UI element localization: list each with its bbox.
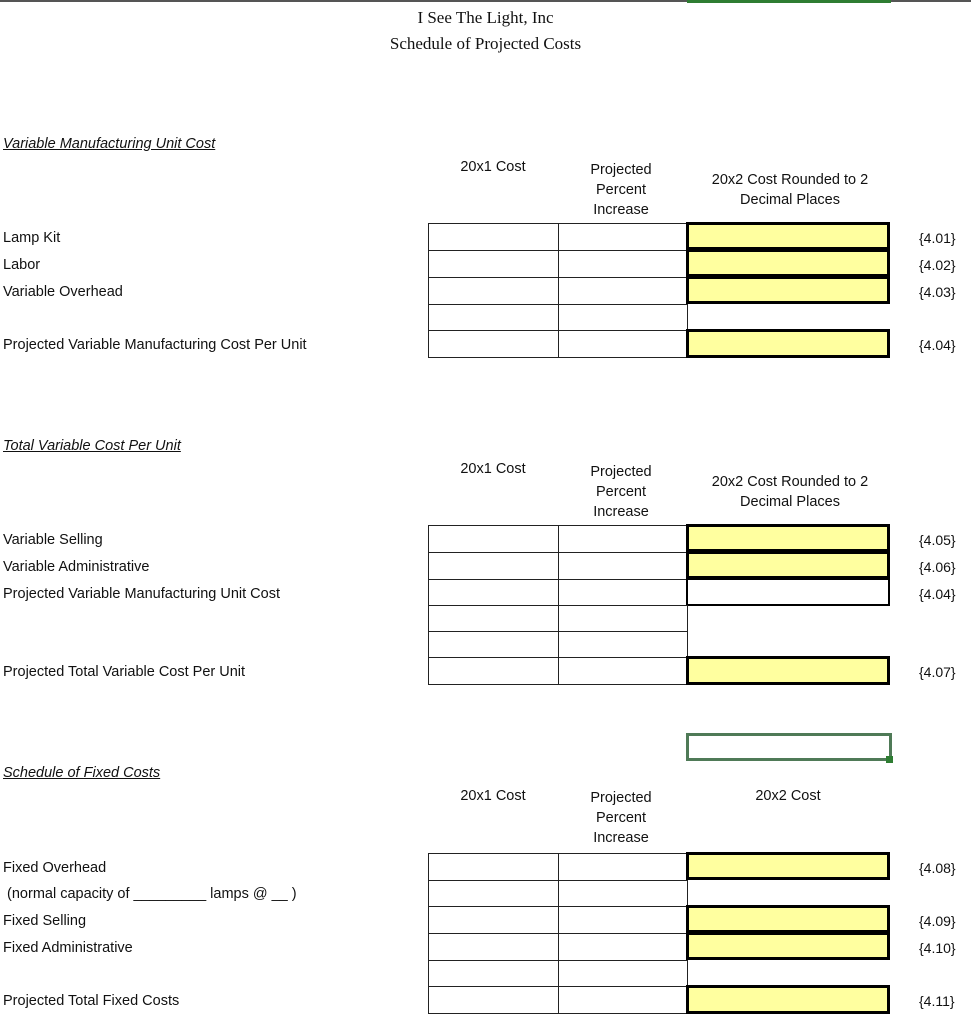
row-label-projected-total-var-cost: Projected Total Variable Cost Per Unit (3, 664, 246, 680)
cell-blank-20x1[interactable] (428, 605, 559, 632)
cell-total-fixed-percent[interactable] (558, 986, 688, 1014)
ref-label: {4.02} (919, 257, 956, 273)
ref-label: {4.03} (919, 284, 956, 300)
cell-variable-selling-20x1[interactable] (428, 525, 559, 553)
row-label-projected-total-fixed: Projected Total Fixed Costs (3, 993, 180, 1009)
answer-cell-fixed-overhead[interactable] (686, 852, 890, 880)
answer-cell-variable-selling[interactable] (686, 524, 890, 552)
col-header-20x2-cost: 20x2 Cost Rounded to 2 Decimal Places (711, 474, 869, 510)
row-label-variable-overhead: Variable Overhead (3, 284, 123, 300)
row-label-lamp-kit: Lamp Kit (3, 230, 61, 246)
cell-fixed-selling-percent[interactable] (558, 906, 688, 934)
cell-blank-percent[interactable] (558, 304, 688, 332)
cell-var-mfg-unit-20x1[interactable] (428, 579, 559, 607)
row-label-fixed-administrative: Fixed Administrative (3, 940, 133, 956)
ref-label: {4.08} (919, 860, 956, 876)
cell-blank-percent[interactable] (558, 631, 688, 658)
section-title-total-variable-cost: Total Variable Cost Per Unit (3, 438, 181, 454)
answer-cell-lamp-kit[interactable] (686, 222, 890, 250)
ref-label: {4.01} (919, 230, 956, 246)
cell-total-fixed-20x1[interactable] (428, 986, 559, 1014)
row-label-labor: Labor (3, 257, 41, 273)
selected-column-indicator (687, 0, 891, 3)
answer-cell-var-mfg-total[interactable] (686, 329, 890, 358)
row-label-normal-capacity: (normal capacity of _________ lamps @ __ ) (3, 886, 297, 902)
cell-normal-capacity-20x1[interactable] (428, 880, 559, 907)
col-header-20x1-cost: 20x1 Cost (460, 461, 526, 477)
cell-total-var-cost-20x1[interactable] (428, 657, 559, 685)
ref-label: {4.04} (919, 586, 956, 602)
col-header-20x2-cost: 20x2 Cost Rounded to 2 Decimal Places (711, 172, 869, 208)
answer-cell-variable-admin[interactable] (686, 551, 890, 579)
answer-cell-total-var-cost[interactable] (686, 656, 890, 685)
answer-cell-fixed-selling[interactable] (686, 905, 890, 933)
section-title-fixed-costs: Schedule of Fixed Costs (3, 765, 161, 781)
cell-lamp-kit-percent[interactable] (558, 223, 688, 251)
schedule-title: Schedule of Projected Costs (389, 34, 582, 53)
cell-blank-20x1[interactable] (428, 960, 559, 987)
ref-label: {4.10} (919, 940, 956, 956)
col-header-projected-percent: Projected Percent Increase (590, 790, 652, 846)
row-label-variable-administrative: Variable Administrative (3, 559, 150, 575)
cell-variable-admin-20x1[interactable] (428, 552, 559, 580)
cell-labor-20x1[interactable] (428, 250, 559, 278)
answer-cell-labor[interactable] (686, 249, 890, 277)
ref-label: {4.11} (919, 993, 955, 1009)
cell-fixed-overhead-percent[interactable] (558, 853, 688, 881)
row-label-projected-var-mfg-cost: Projected Variable Manufacturing Cost Per Unit (3, 337, 307, 353)
cell-blank-percent[interactable] (558, 605, 688, 632)
cell-var-mfg-unit-20x2[interactable] (686, 578, 890, 606)
col-header-projected-percent: Projected Percent Increase (590, 464, 652, 520)
ref-label: {4.04} (919, 337, 956, 353)
row-label-variable-selling: Variable Selling (3, 532, 103, 548)
fill-handle[interactable] (886, 756, 893, 763)
answer-cell-variable-overhead[interactable] (686, 276, 890, 304)
cell-total-var-cost-percent[interactable] (558, 657, 688, 685)
cell-fixed-admin-20x1[interactable] (428, 933, 559, 961)
cell-blank-20x1[interactable] (428, 304, 559, 332)
ref-label: {4.09} (919, 913, 956, 929)
cell-lamp-kit-20x1[interactable] (428, 223, 559, 251)
cell-blank-percent[interactable] (558, 960, 688, 987)
answer-cell-total-fixed[interactable] (686, 985, 890, 1014)
active-cell-selection[interactable] (686, 733, 892, 761)
cell-fixed-selling-20x1[interactable] (428, 906, 559, 934)
ref-label: {4.05} (919, 532, 956, 548)
cell-labor-percent[interactable] (558, 250, 688, 278)
cell-var-mfg-total-20x1[interactable] (428, 330, 559, 358)
ref-label: {4.07} (919, 664, 956, 680)
row-label-projected-var-mfg-unit-cost: Projected Variable Manufacturing Unit Cost (3, 586, 280, 602)
row-label-fixed-selling: Fixed Selling (3, 913, 87, 929)
cell-var-mfg-unit-percent[interactable] (558, 579, 688, 607)
cell-variable-admin-percent[interactable] (558, 552, 688, 580)
company-title: I See The Light, Inc (417, 8, 554, 27)
col-header-20x2-cost: 20x2 Cost (755, 788, 821, 804)
cell-fixed-admin-percent[interactable] (558, 933, 688, 961)
cell-var-mfg-total-percent[interactable] (558, 330, 688, 358)
col-header-20x1-cost: 20x1 Cost (460, 788, 526, 804)
cell-blank-20x1[interactable] (428, 631, 559, 658)
cell-variable-overhead-percent[interactable] (558, 277, 688, 305)
cell-variable-overhead-20x1[interactable] (428, 277, 559, 305)
cell-fixed-overhead-20x1[interactable] (428, 853, 559, 881)
row-label-fixed-overhead: Fixed Overhead (3, 860, 107, 876)
cell-normal-capacity-percent[interactable] (558, 880, 688, 907)
answer-cell-fixed-admin[interactable] (686, 932, 890, 960)
col-header-20x1-cost: 20x1 Cost (460, 159, 526, 175)
cell-variable-selling-percent[interactable] (558, 525, 688, 553)
ref-label: {4.06} (919, 559, 956, 575)
col-header-projected-percent: Projected Percent Increase (590, 162, 652, 218)
section-title-variable-manufacturing: Variable Manufacturing Unit Cost (3, 136, 216, 152)
